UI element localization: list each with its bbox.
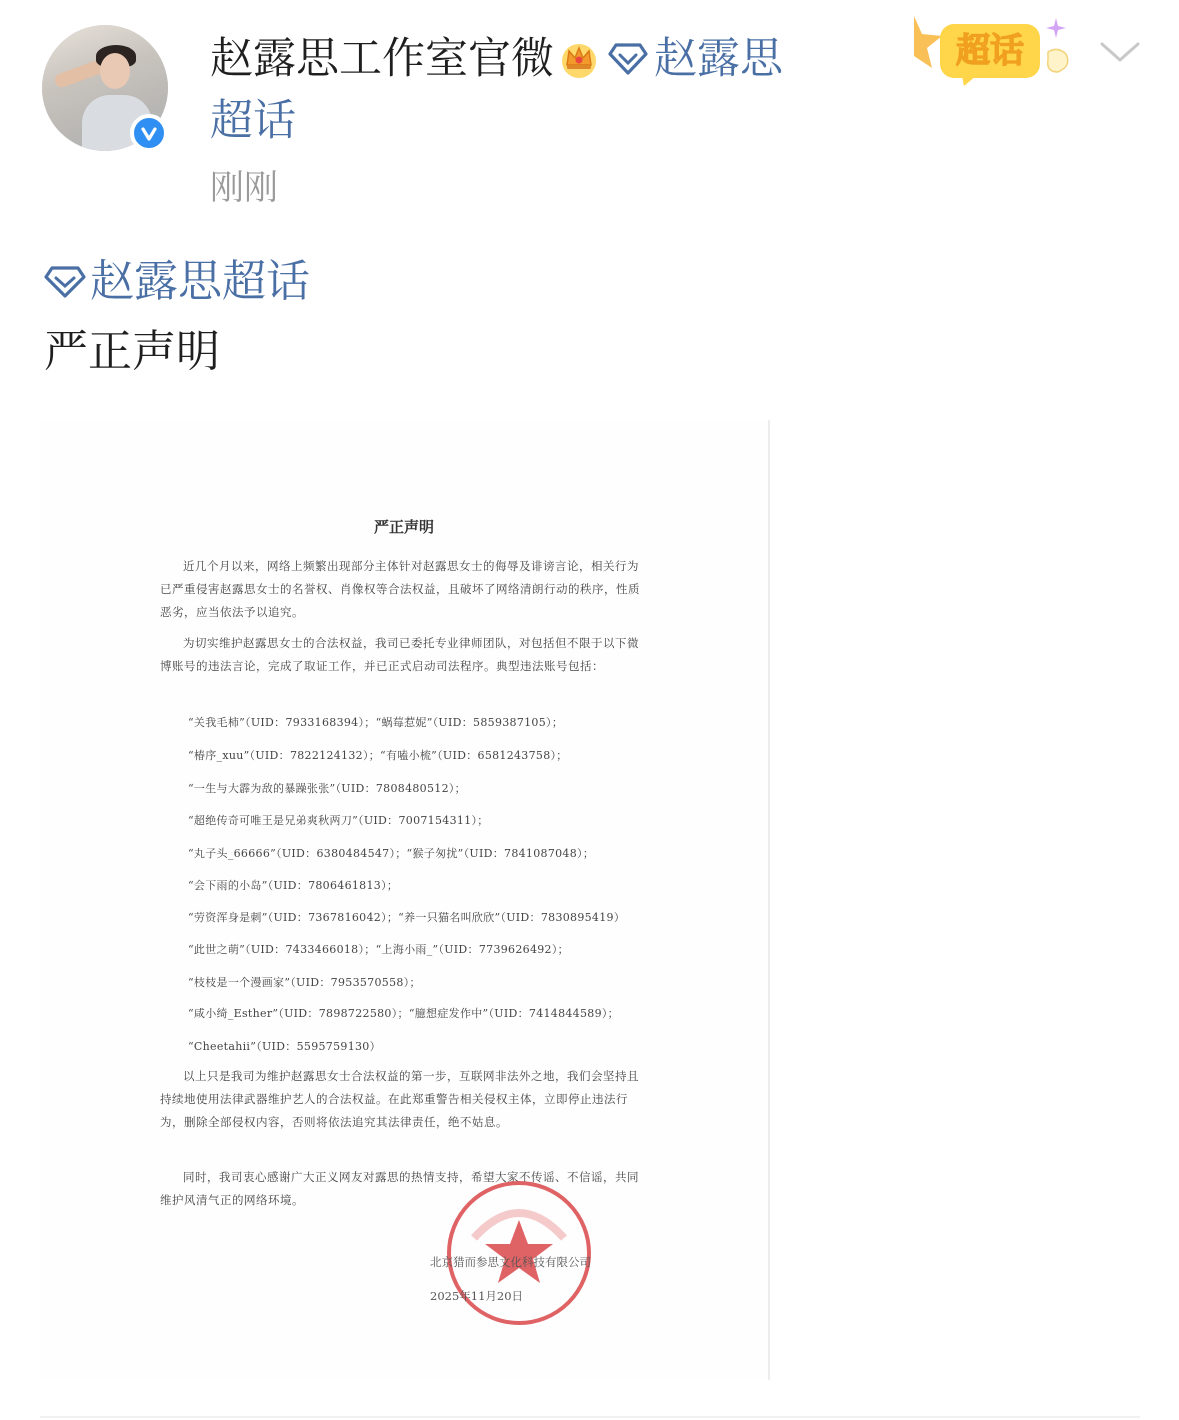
doc-account-line: “关我毛柿”（UID：7933168394）；“蜗莓惹妮”（UID：5859387105）； <box>188 716 564 729</box>
chevron-down-icon[interactable] <box>1098 38 1142 66</box>
post-topic-link[interactable] <box>44 255 310 309</box>
doc-account-line: “Cheetahii”（UID：5595759130） <box>188 1040 381 1053</box>
post-text: 严正声明 <box>44 326 220 377</box>
doc-paragraph: 为切实维护赵露思女士的合法权益，我司已委托专业律师团队，对包括但不限于以下微博账号的违法言论，完成了取证工作，并已正式启动司法程序。典型违法账号包括： <box>160 636 639 673</box>
doc-account-line: “会下雨的小岛”（UID：7806461813）； <box>188 879 399 892</box>
doc-account-line: “枝枝是一个漫画家”（UID：7953570558）； <box>188 976 421 989</box>
doc-account-line: “超绝传奇可唯王是兄弟爽秋两刀”（UID：7007154311）； <box>188 814 489 827</box>
post-image-statement[interactable] <box>40 420 770 1380</box>
doc-paragraph: 同时，我司衷心感谢广大正义网友对露思的热情支持，希望大家不传谣、不信谣，共同维护风清气正的网络环境。 <box>160 1170 639 1207</box>
divider <box>40 1416 1140 1418</box>
inline-topic-link[interactable]: 赵露思超话 <box>210 34 783 146</box>
company-seal <box>444 1178 594 1328</box>
verified-icon <box>130 114 168 152</box>
badge-text: 超话 <box>956 31 1024 71</box>
doc-paragraph: 以上只是我司为维护赵露思女士合法权益的第一步，互联网非法外之地，我们会坚持且持续地使用法律武器维护艺人的合法权益。在此郑重警告相关侵权主体，立即停止违法行为，删除全部侵权内容，否则将依法追究其法律责任，绝不姑息。 <box>160 1069 639 1129</box>
doc-paragraph: 近几个月以来，网络上频繁出现部分主体针对赵露思女士的侮辱及诽谤言论，相关行为已严重侵害赵露思女士的名誉权、肖像权等合法权益，且破坏了网络清朗行动的秩序，性质恶劣，应当依法予以追究。 <box>160 559 640 619</box>
crown-icon <box>558 34 600 76</box>
author-nickname[interactable]: 赵露思工作室官微 <box>210 34 554 84</box>
supertopic-badge-icon[interactable] <box>902 10 1080 90</box>
doc-account-line: “丸子头_66666”（UID：6380484547）；“猴子匆扰”（UID：7841087048）； <box>188 847 595 860</box>
doc-account-line: “劳资浑身是刺”（UID：7367816042）；“养一只猫名叫欣欣”（UID：7830895419） <box>188 911 626 924</box>
doc-account-line: “咸小绮_Esther”（UID：7898722580）；“臆想症发作中”（UID：7414844589）； <box>188 1007 619 1020</box>
doc-date: 2025年11月20日 <box>430 1289 524 1303</box>
doc-account-line: “此世之萌”（UID：7433466018）；“上海小雨_”（UID：7739626492）； <box>188 943 569 956</box>
post-topic-label: 赵露思超话 <box>90 256 310 307</box>
post-time: 刚刚 <box>210 168 278 208</box>
diamond-topic-icon <box>608 32 648 68</box>
doc-account-line: “一生与大霹为敌的暴躁张张”（UID：7808480512）； <box>188 782 466 795</box>
doc-title: 严正声明 <box>373 518 434 536</box>
diamond-topic-icon <box>44 259 86 295</box>
doc-account-line: “椿序_xuu”（UID：7822124132）；“有嗑小梳”（UID：6581243758）； <box>188 749 568 762</box>
author-line <box>210 28 790 152</box>
doc-signature: 北京猎而参思文化科技有限公司 <box>430 1255 591 1269</box>
